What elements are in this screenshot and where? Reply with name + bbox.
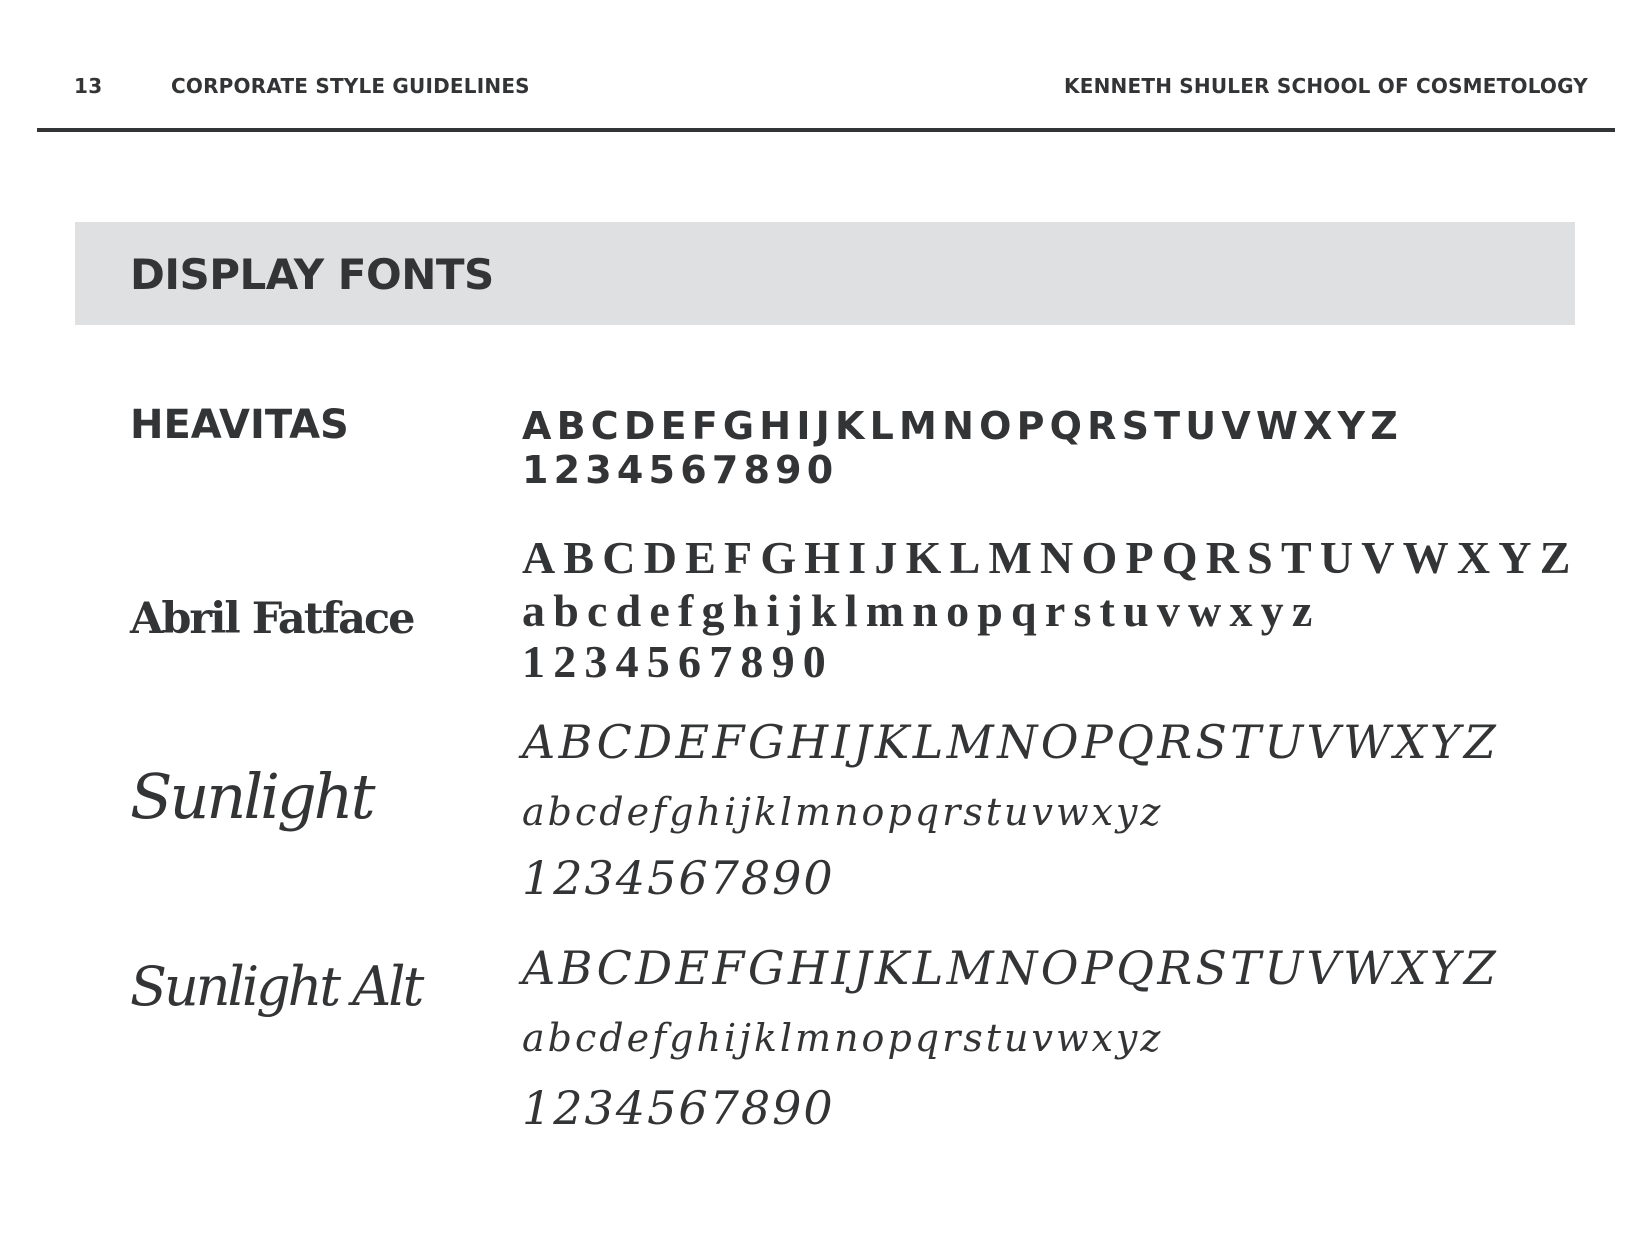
page-header xyxy=(0,0,1650,135)
specimen-sunlight-numerals: 1234567890 xyxy=(522,851,835,905)
specimen-sunlight-alt-numerals: 1234567890 xyxy=(522,1081,835,1135)
specimen-heavitas-uppercase: ABCDEFGHIJKLMNOPQRSTUVWXYZ xyxy=(522,404,1404,448)
specimen-heavitas-numerals: 1234567890 xyxy=(522,448,839,492)
font-name-sunlight: Sunlight xyxy=(130,760,373,833)
section-title: DISPLAY FONTS xyxy=(130,250,494,299)
specimen-sunlight-uppercase: ABCDEFGHIJKLMNOPQRSTUVWXYZ xyxy=(522,715,1500,769)
specimen-abril-lowercase: abcdefghijklmnopqrstuvwxyz xyxy=(522,585,1321,636)
section-banner xyxy=(75,222,1575,325)
font-name-abril-fatface: Abril Fatface xyxy=(130,594,414,644)
specimen-abril-uppercase: ABCDEFGHIJKLMNOPQRSTUVWXYZ xyxy=(522,532,1579,583)
font-name-heavitas: HEAVITAS xyxy=(130,402,349,448)
page-number: 13 xyxy=(74,74,103,98)
header-divider xyxy=(37,128,1615,132)
specimen-sunlight-alt-lowercase: abcdefghijklmnopqrstuvwxyz xyxy=(522,1016,1164,1060)
specimen-sunlight-lowercase: abcdefghijklmnopqrstuvwxyz xyxy=(522,790,1164,834)
specimen-sunlight-alt-uppercase: ABCDEFGHIJKLMNOPQRSTUVWXYZ xyxy=(522,941,1500,995)
organization-name: KENNETH SHULER SCHOOL OF COSMETOLOGY xyxy=(1064,74,1588,98)
font-name-sunlight-alt: Sunlight Alt xyxy=(130,955,422,1018)
specimen-abril-numerals: 1234567890 xyxy=(522,636,834,687)
document-title: CORPORATE STYLE GUIDELINES xyxy=(171,74,530,98)
